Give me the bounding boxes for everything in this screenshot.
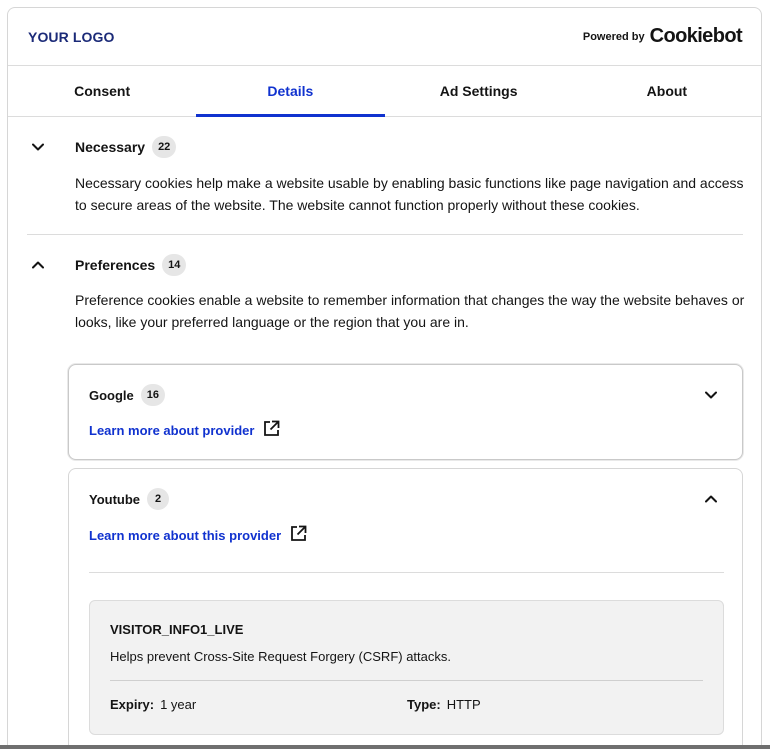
chevron-down-icon[interactable] [703, 387, 719, 403]
external-link-icon [290, 525, 307, 545]
section-divider [27, 234, 743, 235]
provider-google-learn-more-label: Learn more about provider [89, 422, 255, 438]
section-necessary-description: Necessary cookies help make a website usable by enabling basic functions like page navigation and access to secure areas of the website. The website cannot function properly without these cookies. [75, 175, 744, 213]
dialog-header [8, 8, 761, 66]
cookie-expiry [110, 697, 196, 712]
provider-card-youtube[interactable] [68, 468, 743, 749]
cookie-expiry-label: Expiry: [110, 697, 155, 712]
cookie-consent-dialog [7, 7, 762, 749]
site-logo: YOUR LOGO [28, 28, 115, 45]
chevron-up-icon[interactable] [703, 491, 719, 507]
cookie-type-value: HTTP [446, 697, 481, 712]
section-necessary-header[interactable] [75, 136, 761, 158]
provider-youtube-name: Youtube [89, 491, 141, 507]
chevron-up-icon[interactable] [30, 257, 46, 273]
powered-by [583, 25, 742, 48]
tab-bar [8, 66, 761, 117]
provider-google-header [89, 384, 165, 406]
window-bottom-edge [0, 745, 770, 749]
cookie-divider [110, 680, 703, 681]
external-link-icon [263, 420, 280, 440]
tab-consent[interactable]: Consent [74, 83, 131, 99]
provider-youtube-header [89, 488, 169, 510]
provider-youtube-learn-more-link[interactable] [89, 525, 307, 545]
provider-google-learn-more-link[interactable] [89, 420, 280, 440]
powered-by-label: Powered by [582, 30, 645, 43]
section-necessary-count: 22 [152, 136, 176, 158]
provider-youtube-learn-more-label: Learn more about this provider [89, 527, 282, 543]
provider-google-count: 16 [141, 384, 165, 406]
cookie-type [407, 697, 481, 712]
tab-details[interactable]: Details [196, 66, 384, 116]
provider-card-google[interactable] [68, 364, 743, 460]
tab-about[interactable]: About [646, 83, 688, 99]
cookiebot-logo[interactable]: Cookiebot [649, 25, 742, 47]
provider-google-name: Google [89, 387, 134, 403]
tab-ad-settings[interactable]: Ad Settings [439, 83, 518, 99]
provider-divider [89, 572, 724, 573]
chevron-down-icon[interactable] [30, 139, 46, 155]
section-necessary-title: Necessary [75, 139, 146, 155]
cookie-name: VISITOR_INFO1_LIVE [110, 622, 244, 637]
section-preferences-count: 14 [162, 254, 186, 276]
cookie-expiry-value: 1 year [160, 697, 197, 712]
provider-youtube-count: 2 [147, 488, 169, 510]
cookie-type-label: Type: [407, 697, 441, 712]
cookie-description: Helps prevent Cross-Site Request Forgery (CSRF) attacks. [110, 649, 451, 664]
section-preferences-description: Preference cookies enable a website to remember information that changes the way the website behaves or looks, like your preferred language or the region that you are in. [75, 292, 745, 330]
section-preferences-header[interactable] [75, 254, 761, 276]
section-preferences-title: Preferences [75, 257, 156, 273]
cookie-item [89, 600, 724, 735]
